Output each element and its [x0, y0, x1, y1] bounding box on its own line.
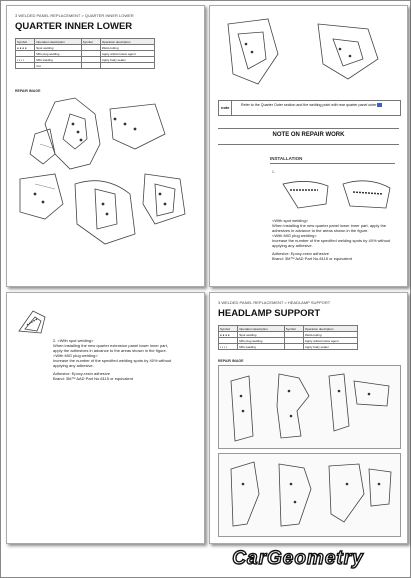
text-line: Adhesive: Epoxy-resin adhesive	[272, 251, 329, 256]
text-line: Increase the number of the specified welding spots by 40% without	[272, 238, 391, 243]
text-line: Increase the number of the specified welding spots by 40% without	[53, 358, 172, 363]
table-header: Symbol	[284, 326, 303, 332]
table-cell: Spot welding	[238, 332, 285, 338]
table-row	[16, 63, 155, 69]
table-cell: Cut	[35, 63, 82, 69]
text-line: When installing the new quarter panel lower inner part, apply the	[272, 223, 387, 228]
headlamp-support-drawing	[219, 454, 400, 536]
weld-detail-diagram	[218, 14, 398, 94]
divider	[218, 144, 399, 145]
table-cell	[100, 63, 154, 69]
table-cell: Apply body sealer	[303, 344, 357, 350]
note-divider	[231, 101, 232, 115]
adhesive-text	[53, 338, 198, 381]
text-line: When installing the new quarter extension panel lower inner part,	[53, 343, 168, 348]
installation-label: INSTALLATION	[270, 156, 303, 161]
text-line: 2. <With spot welding>	[53, 338, 94, 343]
page-quarter-inner-lower[interactable]	[6, 5, 205, 287]
table-cell: Weld-cutting	[303, 332, 357, 338]
table-cell: Apply body sealer	[100, 57, 154, 63]
table-cell: MIG welding	[35, 57, 82, 63]
text-line: Brand: 3M™ AAD Part No.8115 or equivalent	[272, 256, 352, 261]
note-box	[218, 100, 401, 116]
headlamp-support-drawing	[219, 366, 400, 448]
table-header: Symbol	[81, 39, 100, 45]
note-text	[241, 103, 391, 108]
svg-text:CarGeometry: CarGeometry	[232, 548, 364, 569]
symbol-table	[218, 325, 358, 350]
breadcrumb: 3 WELDED PANEL REPLACEMENT > HEADLAMP SUPPORT	[218, 300, 331, 305]
table-cell	[81, 63, 100, 69]
link-icon[interactable]	[377, 103, 382, 107]
table-cell: ▪ ▪ ▪ ▪	[219, 344, 238, 350]
table-cell: MIG plug welding	[35, 51, 82, 57]
text-line: <With spot welding>	[272, 218, 309, 223]
headlamp-diagram-top	[218, 365, 401, 449]
table-header: Operation description	[238, 326, 285, 332]
step-number: 1.	[272, 170, 275, 174]
text-line: adhesives in advance to the areas shown in the figure.	[272, 228, 369, 233]
table-cell: Weld-cutting	[100, 45, 154, 51]
installation-text	[272, 218, 402, 261]
note-text-body: Refer to the Quarter Outer section and the welding point with rear quarter panel outer	[241, 103, 377, 107]
table-cell: Apply anticorrosive agent	[100, 51, 154, 57]
text-line: <With MIG plug welding>	[53, 353, 98, 358]
table-cell: ● ● ● ●	[16, 45, 35, 51]
table-cell: MIG welding	[238, 344, 285, 350]
adhesive-diagram	[278, 176, 398, 216]
section-heading: NOTE ON REPAIR WORK	[272, 132, 345, 138]
table-row	[219, 344, 358, 350]
table-cell: ▪ ▪ ▪ ▪	[16, 57, 35, 63]
table-cell: ● ● ● ●	[219, 332, 238, 338]
table-header: Operation description	[35, 39, 82, 45]
text-line: applying any adhesive.	[53, 363, 94, 368]
table-header: Operation description	[100, 39, 154, 45]
table-cell: MIG plug welding	[238, 338, 285, 344]
table-cell	[16, 63, 35, 69]
table-header: Operation description	[303, 326, 357, 332]
symbol-table	[15, 38, 155, 69]
divider	[218, 128, 399, 129]
page-title: QUARTER INNER LOWER	[15, 21, 133, 32]
breadcrumb: 3 WELDED PANEL REPLACEMENT > QUARTER INNER LOWER	[15, 13, 134, 18]
note-label: note	[221, 105, 230, 110]
repair-image-label: REPAIR IMAGE	[15, 89, 41, 93]
repair-image-label: REPAIR IMAGE	[218, 359, 244, 363]
repair-diagram	[15, 94, 195, 269]
divider	[270, 163, 395, 164]
table-cell: Spot welding	[35, 45, 82, 51]
panel-thumbnail-diagram	[15, 307, 55, 337]
headlamp-diagram-bottom	[218, 453, 401, 537]
text-line: <With MIG plug welding>	[272, 233, 317, 238]
table-header: Symbol	[219, 326, 238, 332]
page-adhesive-instructions[interactable]	[6, 292, 205, 544]
table-header: Symbol	[16, 39, 35, 45]
table-cell: Apply anticorrosive agent	[303, 338, 357, 344]
text-line: Brand: 3M™ AAD Part No.8115 or equivalent	[53, 376, 133, 381]
text-line: Adhesive: Epoxy-resin adhesive	[53, 371, 110, 376]
text-line: apply the adhesives in advance to the areas shown in the figure.	[53, 348, 167, 353]
page-headlamp-support[interactable]	[209, 292, 408, 544]
cargeometry-logo	[196, 545, 401, 569]
table-cell	[284, 344, 303, 350]
page-note-on-repair-work[interactable]	[209, 5, 408, 287]
page-title: HEADLAMP SUPPORT	[218, 308, 321, 319]
text-line: applying any adhesive.	[272, 243, 313, 248]
